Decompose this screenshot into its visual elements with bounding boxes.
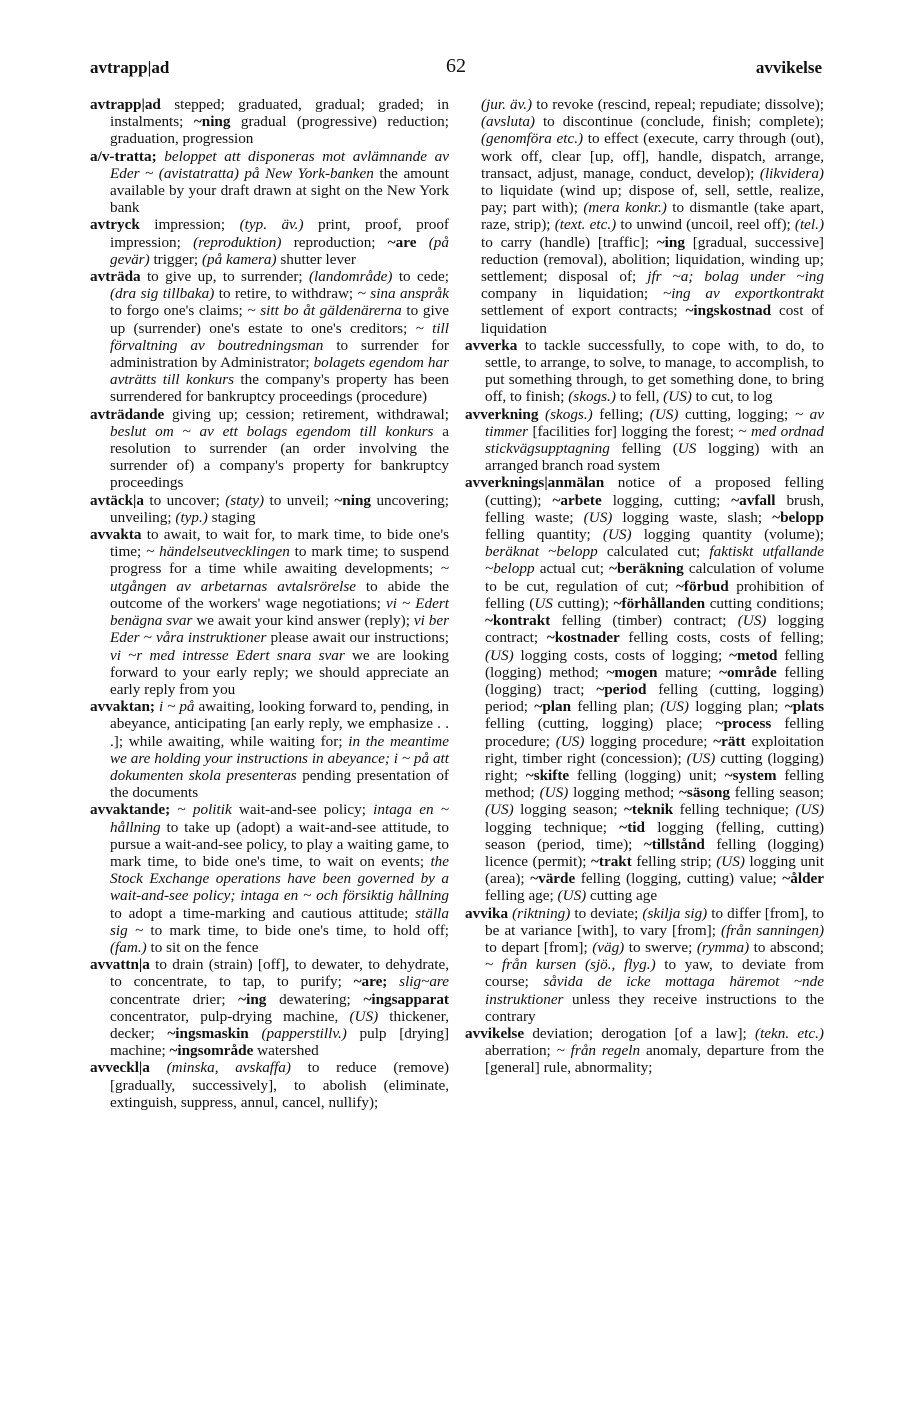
italic-text: ~ sina anspråk — [357, 285, 449, 303]
entry-text: pending presentation of the documents — [110, 766, 449, 802]
italic-text: (på kamera) — [201, 250, 277, 268]
entry-text: felling; — [592, 405, 650, 423]
entry-text: thickener, decker; — [110, 1007, 449, 1042]
italic-text: (fam.) — [110, 938, 147, 956]
italic-text: in the meantime we are holding your instructions in abeyance; i ~ på att dokumenten skola presenteras — [110, 732, 449, 784]
italic-text: beräknat ~belopp — [485, 543, 598, 561]
entry-text: shutter lever — [276, 250, 356, 268]
right-column — [465, 96, 824, 1077]
entry-text: to await, to wait for, to mark time, to bide one's time; — [110, 526, 449, 561]
headword: ~metod — [729, 646, 778, 664]
entry-text: please await our instructions; — [266, 629, 449, 647]
entry-text: we await your kind answer (reply); — [192, 612, 414, 630]
headword: avvaktande; — [90, 801, 171, 819]
italic-text: (US) — [602, 526, 632, 544]
italic-text: (likvidera) — [759, 164, 824, 182]
italic-text: (staty) — [225, 491, 265, 509]
italic-text: (skogs.) — [545, 405, 593, 423]
entry-text: felling (logging, cutting) value; — [575, 870, 783, 888]
dictionary-entry — [465, 474, 824, 904]
dictionary-entry — [90, 1059, 449, 1111]
headword: ~värde — [530, 870, 576, 888]
italic-text: US — [677, 440, 697, 458]
headword: avträda — [90, 268, 141, 286]
entry-text: to reduce (remove) [gradually, successively], to abolish (eliminate, extinguish, suppress, annul, cancel, nullify); — [110, 1059, 450, 1111]
italic-text: (från sanningen) — [721, 921, 825, 939]
entry-text: felling (timber) contract; — [550, 612, 738, 630]
entry-text: felling strip; — [631, 852, 717, 870]
dictionary-entry — [90, 96, 449, 148]
entry-text: concentrate drier; — [110, 990, 239, 1008]
italic-text: the Stock Exchange operations have been governed by a wait-and-see policy; intaga en ~ och försiktig hållning — [110, 852, 449, 905]
italic-text: (genomföra etc.) — [481, 130, 584, 148]
entry-text: logging season; — [513, 801, 624, 819]
entry-text: to effect (execute, carry through (out), work off, clear [up, off], handle, dispatch, arrange, transact, adjust, manage, conduct, develop); — [481, 130, 825, 182]
italic-text: (US) — [649, 405, 679, 423]
italic-text: såvida de icke mottaga häremot ~nde instruktioner — [485, 973, 824, 1008]
headword: ~tid — [619, 818, 645, 836]
italic-text: (typ.) — [175, 508, 208, 526]
entry-text — [416, 234, 428, 251]
entry-text — [387, 973, 399, 990]
headword: ~mogen — [606, 663, 658, 681]
entry-text: logging, cutting; — [601, 491, 732, 509]
entry-text: to revoke (rescind, repeal; repudiate; dissolve); — [532, 96, 824, 113]
italic-text: (US) — [716, 852, 745, 870]
italic-text: ~ utgången av arbetarnas avtalsrörelse — [110, 560, 449, 595]
dictionary-entry — [465, 905, 824, 1025]
italic-text: ~ sitt bo åt gäldenärerna — [247, 302, 402, 320]
entry-text: the amount available by your draft drawn at sight on the New York bank — [110, 164, 449, 217]
entry-text: felling (cutting, logging) place; — [485, 715, 716, 733]
entry-text: felling costs, costs of felling; — [619, 629, 824, 647]
italic-text: ~ händelseutvecklingen — [146, 543, 290, 561]
headword: avtäck|a — [90, 491, 144, 509]
entry-text: company in liquidation; — [481, 285, 663, 303]
headword: ~plats — [784, 698, 824, 716]
italic-text: jfr ~a; bolag under ~ing — [647, 268, 824, 286]
left-guide-word: avtrapp|ad — [90, 58, 170, 77]
entry-text: impression; — [139, 216, 240, 234]
entry-text: felling quantity; — [485, 526, 603, 544]
headword: avverka — [465, 336, 518, 354]
italic-text: intaga en ~ hållning — [110, 801, 450, 836]
entry-text: to mark time, to bide one's time, to hold off; — [143, 921, 449, 939]
italic-text: (US) — [539, 784, 569, 802]
headword: avvika — [465, 904, 509, 922]
italic-text: (mera konkr.) — [583, 199, 667, 217]
entry-text: gradual (progressive) reduction; graduation, progression — [110, 113, 449, 148]
entry-text: felling (cutting, logging) period; — [485, 680, 824, 716]
headword: ~ingsmaskin — [167, 1024, 249, 1042]
entry-text: logging (felling, cutting) season (period, time); — [485, 818, 824, 853]
italic-text: (US) — [583, 508, 613, 526]
entry-text: trigger; — [149, 250, 202, 268]
entry-text: we are looking forward to your early reply; we should appreciate an early reply from you — [110, 646, 449, 698]
headword: ~ålder — [782, 870, 824, 888]
entry-text: logging contract; — [485, 612, 824, 647]
headword: ~avfall — [731, 491, 776, 509]
entry-text: logging costs, costs of logging; — [513, 646, 730, 664]
italic-text: (US) — [349, 1007, 379, 1025]
headword: ~förhållanden — [613, 594, 706, 612]
entry-text: logging quantity (volume); — [631, 526, 825, 544]
italic-text: (tel.) — [794, 216, 824, 234]
page-number: 62 — [446, 55, 466, 77]
entry-text: to swerve; — [624, 938, 697, 956]
headword: ~arbete — [552, 491, 602, 509]
entry-text: logging method; — [568, 784, 680, 802]
entry-text: to carry (handle) [traffic]; — [481, 233, 657, 251]
entry-text: to unveil; — [264, 491, 335, 509]
italic-text: (avsluta) — [481, 113, 535, 131]
dictionary-entry — [90, 148, 449, 217]
italic-text: (riktning) — [512, 904, 571, 922]
dictionary-entry — [90, 956, 449, 1059]
headword: ~tillstånd — [643, 835, 705, 853]
italic-text: bolagets egendom har avträtts till konkurs — [110, 354, 450, 389]
entry-text: felling (logging) unit; — [569, 766, 725, 784]
headword: ~teknik — [623, 801, 674, 819]
entry-text: to fell, — [615, 388, 664, 406]
headword: avträdande — [90, 405, 165, 423]
headword: ~plan — [534, 698, 572, 716]
dictionary-entry — [465, 406, 824, 475]
entry-text — [150, 1059, 167, 1076]
entry-text: calculated cut; — [597, 543, 710, 561]
dictionary-entry — [90, 492, 449, 526]
entry-text: to discontinue (conclude, finish; complete); — [535, 113, 824, 131]
entry-text: to surrender for administration by Administrator; — [110, 336, 449, 372]
headword: avvikelse — [465, 1024, 525, 1042]
headword: avtryck — [90, 216, 140, 234]
italic-text: (dra sig tillbaka) — [110, 285, 215, 303]
headword: ~säsong — [679, 784, 730, 802]
headword: ~belopp — [772, 508, 824, 526]
entry-text: to deviate; — [570, 904, 643, 922]
entry-text: the company's property has been surrendered for bankruptcy proceedings (procedure) — [110, 371, 449, 406]
italic-text: (US) — [485, 801, 514, 819]
entry-text: brush, felling waste; — [485, 491, 824, 526]
entry-text: anomaly, departure from the [general] rule, abnormality; — [485, 1042, 824, 1077]
entry-text: to give up, to surrender; — [140, 268, 309, 286]
entry-text: wait-and-see policy; — [231, 801, 374, 819]
entry-text: to uncover; — [143, 491, 226, 509]
italic-text: (jur. äv.) — [481, 96, 533, 113]
entry-text: actual cut; — [534, 560, 610, 578]
headword: ~beräkning — [609, 560, 684, 578]
headword: avvattn|a — [90, 956, 150, 974]
entry-text: to take up (adopt) a wait-and-see attitude, to pursue a wait-and-see policy, to play a waiting game, to mark time, to bide one's time, to wait on events; — [110, 818, 449, 870]
italic-text: vi ber Eder ~ våra instruktioner — [110, 612, 449, 647]
entry-text: [gradual, successive] reduction (removal), abolition; liquidation, winding up; settlement; disposal of; — [481, 233, 824, 286]
dictionary-entry — [90, 406, 449, 492]
italic-text: (skogs.) — [568, 388, 616, 406]
entry-text: to sit on the fence — [146, 938, 259, 956]
entry-text: felling (logging) tract; — [485, 663, 824, 698]
italic-text: (US) — [660, 698, 689, 716]
headword: ~förbud — [676, 577, 729, 595]
italic-text: vi ~ Edert benägna svar — [110, 594, 449, 630]
entry-text: felling technique; — [673, 801, 796, 819]
headword: ~kontrakt — [485, 612, 551, 630]
italic-text: (typ. äv.) — [239, 216, 304, 234]
italic-text: (text. etc.) — [554, 216, 617, 234]
italic-text: (på gevär) — [110, 233, 449, 268]
dictionary-entry — [90, 801, 449, 956]
entry-text: to drain (strain) [off], to dewater, to dehydrate, to concentrate, to tap, to purify; — [110, 956, 449, 991]
headword: ~rätt — [713, 732, 746, 750]
dictionary-entry — [90, 526, 449, 698]
entry-text: to mark time; to suspend progress for a time while awaiting developments; — [110, 543, 449, 578]
entry-text: to liquidate (wind up; dispose of, sell, settle, realize, pay; part with); — [481, 182, 824, 217]
italic-text: ~ av timmer — [485, 405, 825, 440]
headword: ~are; — [353, 973, 388, 991]
italic-text: (US) — [795, 801, 825, 819]
entry-text: uncovering; unveiling; — [110, 491, 449, 526]
entry-text: to cede; — [392, 268, 449, 286]
headword: avverknings|anmälan — [465, 474, 605, 492]
entry-text — [249, 1025, 262, 1042]
entry-text: to retire, to withdraw; — [214, 285, 358, 303]
headword: ~kostnader — [546, 629, 620, 647]
italic-text: ~ politik — [177, 801, 232, 819]
entry-text: felling plan; — [571, 698, 661, 716]
entry-text: deviation; derogation [of a law]; — [524, 1024, 756, 1042]
headword: ~ingsområde — [169, 1042, 254, 1060]
italic-text: (papperstillv.) — [261, 1024, 347, 1042]
entry-text: to cut, to log — [691, 388, 773, 406]
entry-text: to differ [from], to be at variance [with], to vary [from]; — [485, 904, 825, 939]
entry-text: reproduction; — [281, 233, 388, 251]
headword: ~ingskostnad — [685, 302, 772, 320]
headword: ~are — [387, 233, 417, 251]
entry-text: notice of a proposed felling (cutting); — [485, 474, 824, 509]
headword: avvakta — [90, 526, 142, 544]
entry-text: felling (logging) licence (permit); — [485, 835, 824, 870]
entry-text: print, proof, proof impression; — [110, 216, 449, 251]
italic-text: (tekn. etc.) — [755, 1024, 824, 1042]
continued-entry — [465, 96, 824, 337]
entry-text: felling method; — [485, 766, 824, 802]
entry-text: calculation of volume to be cut, regulation of cut; — [485, 560, 824, 595]
entry-text: a resolution to surrender (an order involving the surrender of) a company's property for bankruptcy proceedings — [110, 422, 449, 492]
italic-text: ~ från regeln — [556, 1042, 641, 1060]
entry-text: pulp [drying] machine; — [110, 1024, 450, 1060]
headword: ~ing — [238, 990, 267, 1008]
italic-text: ~ från kursen (sjö., flyg.) — [485, 956, 656, 974]
entry-text: concentrator, pulp-drying machine, — [110, 1007, 350, 1025]
entry-text: cutting conditions; — [705, 594, 824, 612]
left-column — [90, 96, 449, 1111]
italic-text: (US) — [555, 732, 585, 750]
italic-text: US — [534, 594, 553, 612]
dictionary-entry — [90, 268, 449, 406]
italic-text: faktiskt utfallande ~belopp — [485, 543, 825, 578]
italic-text: ~ till förvaltning av boutredningsman — [110, 319, 449, 354]
dictionary-entry — [465, 337, 824, 406]
italic-text: (US) — [663, 388, 692, 406]
headword: ~skifte — [525, 766, 570, 784]
italic-text: (US) — [686, 749, 716, 767]
entry-text: settlement of export contracts; — [481, 302, 686, 320]
italic-text: (landområde) — [308, 268, 393, 286]
entry-text: to adopt a time-marking and cautious attitude; — [110, 904, 416, 922]
italic-text: (US) — [737, 612, 767, 630]
entry-text: logging plan; — [688, 698, 785, 716]
entry-text: giving up; cession; retirement, withdrawal; — [164, 405, 449, 423]
italic-text: (minska, avskaffa) — [166, 1059, 291, 1077]
entry-text: staging — [207, 508, 256, 526]
entry-text: to abide the outcome of the workers' wage negotiations; — [110, 577, 449, 612]
entry-text: logging unit (area); — [485, 852, 824, 888]
entry-text: cutting age — [586, 887, 658, 905]
entry-text: logging technique; — [485, 818, 620, 836]
headword: ~ning — [334, 491, 371, 509]
headword: ~ning — [193, 113, 231, 131]
entry-text: logging waste, slash; — [612, 508, 773, 526]
entry-text: mature; — [657, 663, 720, 681]
headword: ~system — [724, 766, 777, 784]
italic-text: beloppet att disponeras mot avlämnande av Eder ~ (avistatratta) på New York-banken — [110, 147, 449, 182]
entry-text: prohibition of felling ( — [485, 577, 824, 612]
italic-text: ~ing av exportkontrakt — [662, 285, 824, 303]
headword: avverkning — [465, 405, 539, 423]
headword: avveckl|a — [90, 1059, 150, 1077]
entry-text: cost of liquidation — [481, 302, 824, 337]
italic-text: (väg) — [592, 938, 625, 956]
entry-text: to unwind (uncoil, reel off); — [616, 216, 795, 234]
headword: ~ingsapparat — [363, 990, 449, 1008]
headword: avtrapp|ad — [90, 96, 161, 113]
italic-text: ~ med ordnad stickvägsupptagning — [485, 422, 824, 458]
headword: ~period — [596, 680, 647, 698]
entry-text: felling procedure; — [485, 715, 824, 750]
entry-text: to tackle successfully, to cope with, to do, to settle, to arrange, to solve, to manage, to accomplish, to put something through, to get something done, to bring off, to finish; — [485, 336, 824, 406]
entry-text: logging) with an arranged branch road system — [485, 440, 824, 475]
entry-text: felling season; — [729, 784, 825, 802]
right-guide-word: avvikelse — [755, 58, 822, 77]
italic-text: (US) — [485, 646, 514, 664]
italic-text: (US) — [557, 887, 587, 905]
entry-text: cutting, logging; — [678, 405, 795, 423]
dictionary-entry — [90, 216, 449, 268]
entry-text: to dismantle (take apart, raze, strip); — [481, 199, 824, 234]
headword: ~ing — [656, 233, 685, 251]
entry-text: to abscond; — [749, 938, 824, 956]
entry-text: felling (logging) method; — [485, 646, 824, 681]
entry-text: to forgo one's claims; — [110, 302, 248, 320]
entry-text: to give up (surrender) one's estate to one's creditors; — [110, 302, 449, 337]
entry-text: unless they receive instructions to the contrary — [485, 990, 824, 1025]
entry-text: watershed — [253, 1042, 319, 1060]
italic-text: i ~ på — [158, 698, 195, 716]
entry-text: aberration; — [485, 1042, 557, 1060]
italic-text: (reproduktion) — [193, 233, 282, 251]
entry-text: to depart [from]; — [485, 938, 593, 956]
entry-text: [facilities for] logging the forest; — [528, 422, 739, 440]
entry-text: to yaw, to deviate from course; — [485, 956, 824, 991]
entry-text: logging procedure; — [584, 732, 714, 750]
dictionary-entry — [90, 698, 449, 801]
headword: ~område — [719, 663, 777, 681]
entry-text: cutting); — [552, 594, 614, 612]
headword: ~trakt — [591, 852, 632, 870]
entry-text: felling ( — [609, 440, 678, 458]
italic-text: beslut om ~ av ett bolags egendom till konkurs — [110, 422, 434, 440]
italic-text: vi ~r med intresse Edert snara svar — [110, 646, 345, 664]
italic-text: slig~are — [399, 973, 450, 991]
italic-text: (skilja sig) — [642, 904, 708, 922]
entry-text: cutting (logging) right; — [485, 749, 824, 784]
italic-text: ställa sig ~ — [110, 904, 449, 939]
italic-text: (rymma) — [696, 938, 750, 956]
headword: a/v-tratta; — [90, 147, 157, 165]
headword: ~process — [715, 715, 772, 733]
entry-text: dewatering; — [266, 990, 364, 1008]
entry-text: exploitation right, timber right (concession); — [485, 732, 824, 767]
entry-text: awaiting, looking forward to, pending, in abeyance, anticipating [an early reply, we emphasize . . .]; while awaiting, while waiting for; — [110, 698, 450, 750]
entry-text: stepped; graduated, gradual; graded; in instalments; — [110, 96, 449, 131]
headword: avvaktan; — [90, 698, 155, 716]
entry-text: felling age; — [485, 887, 558, 905]
dictionary-entry — [465, 1025, 824, 1077]
page-header — [90, 55, 822, 82]
